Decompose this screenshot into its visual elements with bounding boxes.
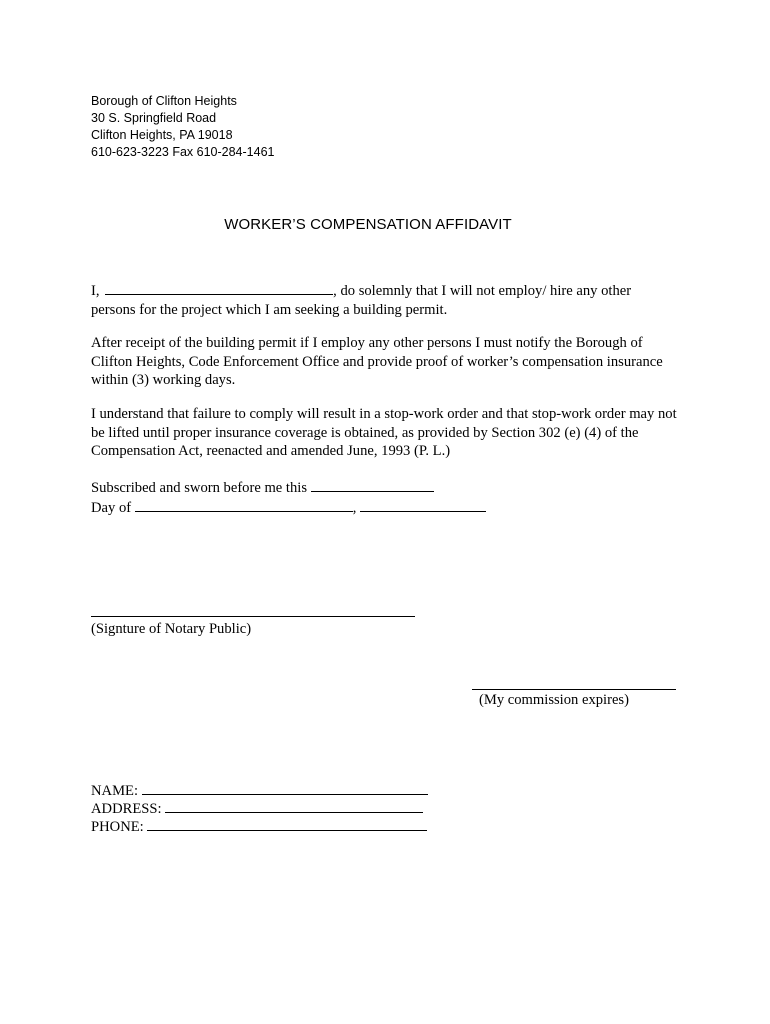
affiant-prefix: I, (91, 283, 100, 299)
contact-phone-row (91, 817, 427, 836)
borough-street: 30 S. Springfield Road (91, 111, 217, 125)
day-of-comma: , (352, 499, 357, 516)
notification-paragraph: After receipt of the building permit if I employ any other persons I must notify the Borough of Clifton Heights, Code Enforcement Office and provide proof of worker’s compensation insurance within (3) working days. (91, 335, 663, 388)
phone-label: PHONE: (91, 819, 144, 835)
address-label: ADDRESS: (91, 801, 162, 817)
address-blank[interactable] (165, 799, 423, 813)
notary-signature-caption: (Signture of Notary Public) (91, 621, 252, 637)
sworn-block (91, 478, 691, 517)
affiant-statement-line2: persons for the project which I am seeking a building permit. (91, 301, 448, 318)
commission-expires-caption: (My commission expires) (479, 692, 629, 708)
document-title: WORKER’S COMPENSATION AFFIDAVIT (224, 216, 512, 233)
sworn-label: Subscribed and sworn before me this (91, 480, 308, 496)
affiant-suffix: , do solemnly that I will not employ/ hire any other (333, 283, 632, 299)
contact-name-row (91, 781, 428, 800)
phone-blank[interactable] (147, 817, 427, 831)
day-of-label: Day of (91, 499, 132, 516)
name-label: NAME: (91, 783, 139, 799)
affiant-statement (91, 281, 681, 319)
affiant-name-blank[interactable] (105, 281, 333, 295)
borough-name: Borough of Clifton Heights (91, 94, 237, 108)
day-of-year-blank[interactable] (360, 498, 486, 512)
borough-city-state-zip: Clifton Heights, PA 19018 (91, 128, 233, 142)
borough-address-block (91, 93, 274, 161)
day-of-month-blank[interactable] (135, 498, 353, 512)
compliance-paragraph: I understand that failure to comply will result in a stop-work order and that stop-work order may not be lifted until proper insurance coverage is obtained, as provided by Section 302 (e) (4) of the Compensation Act, reenacted and amended June, 1993 (P. L.) (91, 406, 677, 459)
name-blank[interactable] (142, 781, 428, 795)
sworn-date-blank[interactable] (311, 478, 434, 492)
commission-expires-line[interactable] (472, 689, 676, 690)
borough-phone-fax: 610-623-3223 Fax 610-284-1461 (91, 145, 275, 159)
notary-signature-line[interactable] (91, 616, 415, 617)
contact-address-row (91, 799, 423, 818)
